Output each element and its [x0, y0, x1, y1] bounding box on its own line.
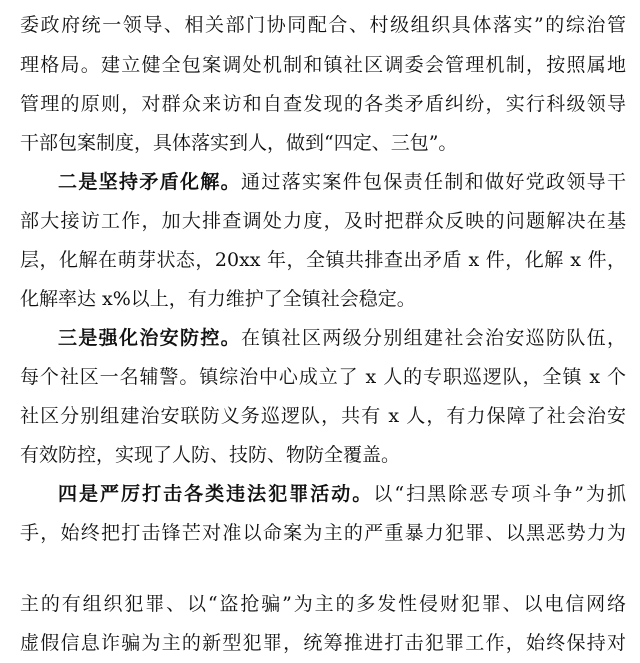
section-2-first-line [58, 162, 626, 202]
paragraph-line: 理格局。建立健全包案调处机制和镇社区调委会管理机制，按照属地 [20, 54, 626, 76]
paragraph-line: 化解率达 x%以上，有力维护了全镇社会稳定。 [20, 288, 416, 310]
paragraph-line: 层，化解在萌芽状态，20xx 年，全镇共排查出矛盾 x 件，化解 x 件， [20, 249, 626, 271]
section-3-first-line-text: 在镇社区两级分别组建社会治安巡防队伍， [241, 327, 626, 349]
section-4-first-line-text: 以“扫黑除恶专项斗争”为抓 [373, 483, 626, 505]
section-4-heading: 四是严厉打击各类违法犯罪活动。 [58, 483, 374, 505]
section-3-heading: 三是强化治安防控。 [58, 327, 241, 349]
section-4-first-line [58, 474, 626, 514]
paragraph-line: 干部包案制度，具体落实到人，做到“四定、三包”。 [20, 132, 458, 154]
paragraph-line: 每个社区一名辅警。镇综治中心成立了 x 人的专职巡逻队，全镇 x 个 [20, 366, 626, 388]
paragraph-line: 部大接访工作，加大排查调处力度，及时把群众反映的问题解决在基 [20, 210, 626, 232]
paragraph-line: 有效防控，实现了人防、技防、物防全覆盖。 [20, 444, 401, 466]
paragraph-line: 委政府统一领导、相关部门协同配合、村级组织具体落实”的综治管 [20, 14, 626, 36]
paragraph-line: 手，始终把打击锋芒对准以命案为主的严重暴力犯罪、以黑恶势力为 [20, 522, 626, 544]
paragraph-line: 虚假信息诈骗为主的新型犯罪，统筹推进打击犯罪工作，始终保持对 [20, 632, 626, 654]
paragraph-line: 社区分别组建治安联防义务巡逻队，共有 x 人，有力保障了社会治安 [20, 405, 626, 427]
section-2-first-line-text: 通过落实案件包保责任制和做好党政领导干 [241, 171, 626, 193]
section-3-first-line [58, 318, 626, 358]
paragraph-line: 主的有组织犯罪、以“盗抢骗”为主的多发性侵财犯罪、以电信网络 [20, 593, 626, 615]
paragraph-line: 管理的原则，对群众来访和自查发现的各类矛盾纠纷，实行科级领导 [20, 93, 626, 115]
section-2-heading: 二是坚持矛盾化解。 [58, 171, 241, 193]
